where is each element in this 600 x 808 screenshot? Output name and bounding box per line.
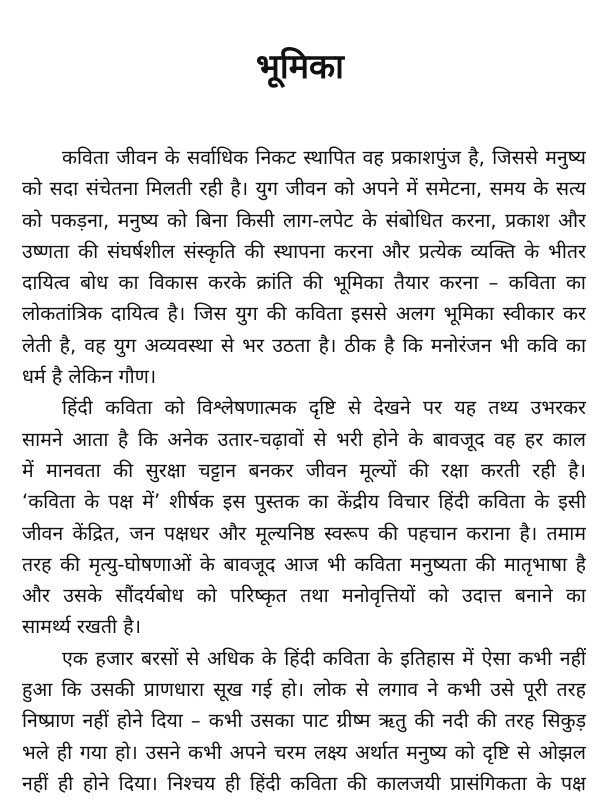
preface-body — [22, 142, 586, 799]
text-line: को पकड़ना, मनुष्य को बिना किसी लाग-लपेट के संबोधित करना, प्रकाश और — [22, 208, 586, 232]
text-line: और उसके सौंदर्यबोध को परिष्कृत तथा मनोवृत्तियों को उदात्त बनाने का — [22, 584, 586, 608]
text-line: एक हजार बरसों से अधिक के हिंदी कविता के इतिहास में ऐसा कभी नहीं — [62, 646, 586, 670]
text-line: कविता जीवन के सर्वाधिक निकट स्थापित वह प्रकाशपुंज है, जिससे मनुष्य — [62, 146, 586, 169]
text-line: दायित्व बोध का विकास करके क्रांति की भूमिका तैयार करना – कविता का — [22, 271, 586, 295]
text-line: में मानवता की सुरक्षा चट्टान बनकर जीवन मूल्यों की रक्षा करती रही है। — [22, 458, 586, 482]
text-line: तरह की मृत्यु-घोषणाओं के बावजूद आज भी कविता मनुष्यता की मातृभाषा है — [22, 552, 586, 576]
text-line: को सदा संचेतना मिलती रही है। युग जीवन को अपने में समेटना, समय के सत्य — [22, 177, 586, 201]
text-line: धर्म है लेकिन गौण। — [22, 365, 157, 389]
page-title: भूमिका — [256, 47, 344, 87]
text-line: लोकतांत्रिक दायित्व है। जिस युग की कविता इससे अलग भूमिका स्वीकार कर — [22, 302, 586, 326]
text-line: निष्प्राण नहीं होने दिया – कभी उसका पाट ग्रीष्म ऋतु की नदी की तरह सिकुड़ — [22, 709, 586, 733]
text-line: हिंदी कविता को विश्लेषणात्मक दृष्टि से देखने पर यह तथ्य उभरकर — [62, 396, 586, 420]
text-line: लेती है, वह युग अव्यवस्था से भर उठता है। ठीक है कि मनोरंजन भी कवि का — [22, 333, 586, 357]
text-line: भले ही गया हो। उसने कभी अपने चरम लक्ष्य अर्थात मनुष्य को दृष्टि से ओझल — [22, 740, 586, 764]
text-line: सामर्थ्य रखती है। — [22, 615, 141, 639]
text-line: ‘कविता के पक्ष में’ शीर्षक इस पुस्तक का केंद्रीय विचार हिंदी कविता के इसी — [22, 490, 586, 514]
text-line: सामने आता है कि अनेक उतार-चढ़ावों से भरी होने के बावजूद वह हर काल — [22, 427, 586, 451]
text-line: नहीं ही होने दिया। निश्चय ही हिंदी कविता की कालजयी प्रासंगिकता के पक्ष — [22, 771, 586, 795]
text-line: उष्णता की संघर्षशील संस्कृति की स्थापना करना और प्रत्येक व्यक्ति के भीतर — [22, 239, 586, 263]
text-line: जीवन केंद्रित, जन पक्षधर और मूल्यनिष्ठ स्वरूप की पहचान कराना है। तमाम — [22, 521, 586, 545]
text-line: हुआ कि उसकी प्राणधारा सूख गई हो। लोक से लगाव ने कभी उसे पूरी तरह — [22, 678, 586, 702]
